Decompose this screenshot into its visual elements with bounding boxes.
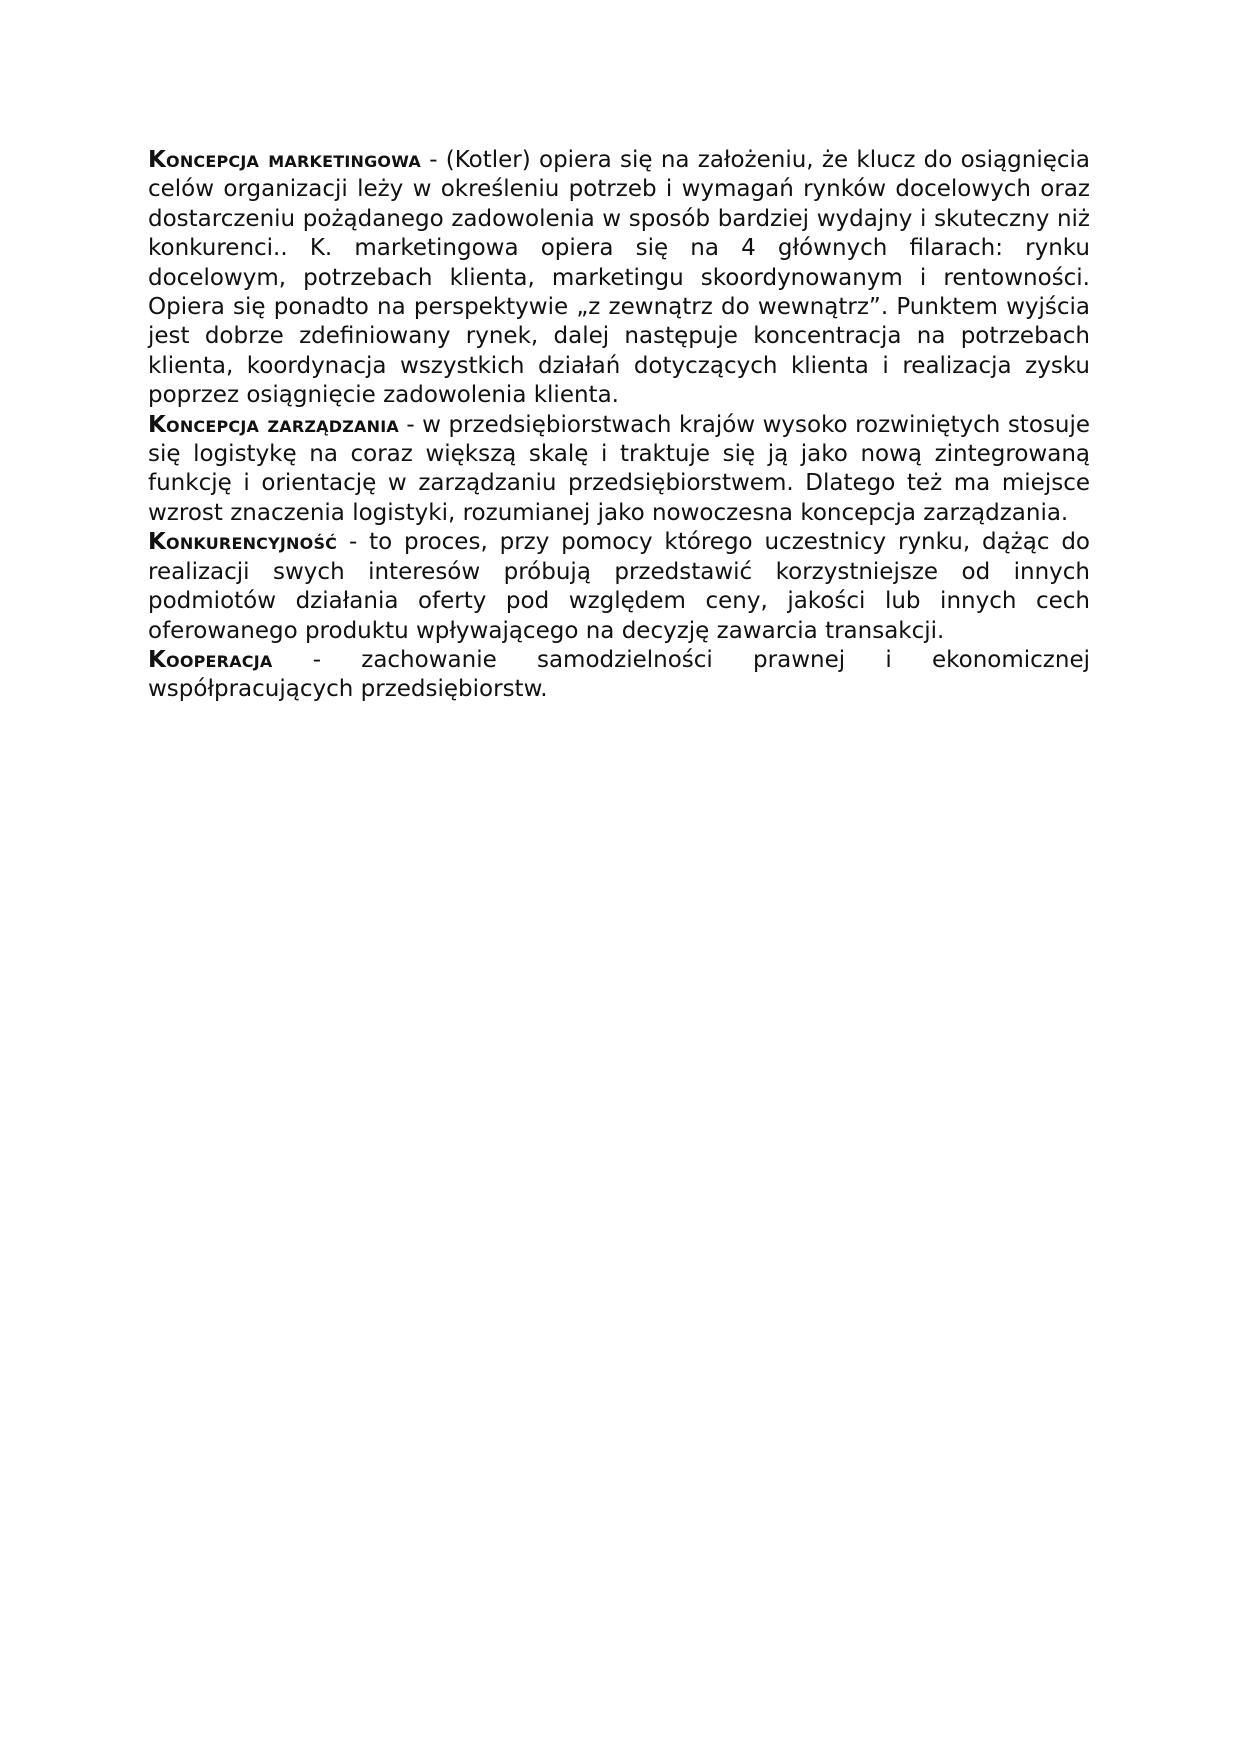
entry-term: Koncepcja marketingowa — [148, 147, 421, 173]
glossary-entry-kooperacja — [148, 646, 1090, 705]
entry-term: Konkurencyjność — [148, 529, 338, 556]
glossary-entry-koncepcja-zarzadzania — [148, 411, 1090, 529]
entry-definition: - to proces, przy pomocy którego uczestnicy rynku, dążąc do realizacji swych interesów próbują przedstawić korzystniejsze od innych podmiotów działania oferty pod względem ceny, jakości lub innych cech oferowanego produktu wpływającego na decyzję zawarcia transakcji. — [148, 529, 1090, 644]
glossary-entry-konkurencyjnosc — [148, 528, 1090, 646]
entry-definition: - w przedsiębiorstwach krajów wysoko rozwiniętych stosuje się logistykę na coraz większą skalę i traktuje się ją jako nową zintegrowaną funkcję i orientację w zarządzaniu przedsiębiorstwem. Dlatego też ma miejsce wzrost znaczenia logistyki, rozumianej jako nowoczesna koncepcja zarządzania. — [148, 411, 1090, 526]
glossary-entry-koncepcja-marketingowa — [148, 146, 1090, 411]
entry-definition: - (Kotler) opiera się na założeniu, że klucz do osiągnięcia celów organizacji leży w określeniu potrzeb i wymagań rynków docelowych oraz dostarczeniu pożądanego zadowolenia w sposób bardziej wydajny i skuteczny niż konkurenci.. K. marketingowa opiera się na 4 głównych filarach: rynku docelowym, potrzebach klienta, marketingu skoordynowanym i rentowności. Opiera się ponadto na perspektywie „z zewnątrz do wewnątrz”. Punktem wyjścia jest dobrze zdefiniowany rynek, dalej następuje koncentracja na potrzebach klienta, koordynacja wszystkich działań dotyczących klienta i realizacja zysku poprzez osiągnięcie zadowolenia klienta. — [148, 147, 1090, 409]
document-body — [148, 146, 1090, 705]
entry-definition: - zachowanie samodzielności prawnej i ekonomicznej współpracujących przedsiębiorstw. — [148, 646, 1090, 703]
entry-term: Koncepcja zarządzania — [148, 411, 399, 438]
entry-term: Kooperacja — [148, 646, 273, 673]
